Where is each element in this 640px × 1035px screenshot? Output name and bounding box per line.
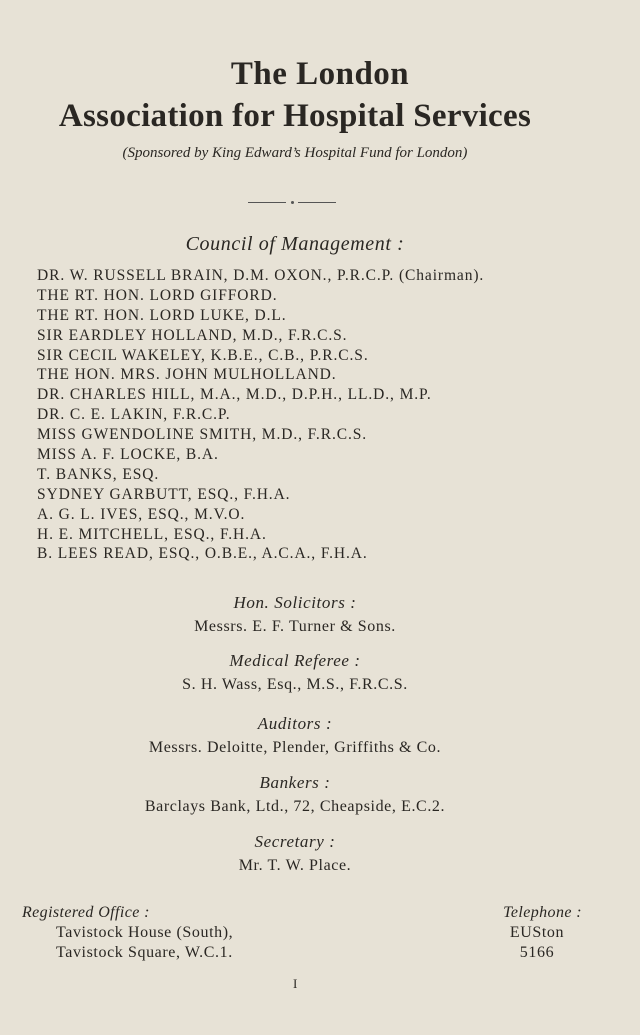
council-member: DR. CHARLES HILL, M.A., M.D., D.P.H., LL.D., M.P. [37,386,432,404]
council-member: THE RT. HON. LORD LUKE, D.L. [37,306,287,324]
auditors-section [0,713,590,759]
referee-value: S. H. Wass, Esq., M.S., F.R.C.S. [182,676,408,693]
council-member: H. E. MITCHELL, ESQ., F.H.A. [37,525,267,543]
sponsor-note: (Sponsored by King Edward’s Hospital Fund for London) [122,145,468,161]
office-line-1: Tavistock House (South), [56,924,234,941]
office-line-2: Tavistock Square, W.C.1. [56,944,233,961]
secretary-heading: Secretary : [254,832,336,851]
council-member: DR. W. RUSSELL BRAIN, D.M. OXON., P.R.C.P. (Chairman). [37,267,485,284]
solicitors-value: Messrs. E. F. Turner & Sons. [194,618,396,635]
telephone-line-1: EUSton [509,924,565,941]
solicitors-section [0,592,590,638]
telephone-heading: Telephone : [503,904,582,921]
council-member: SIR EARDLEY HOLLAND, M.D., F.R.C.S. [37,326,348,344]
title-line-2: Association for Hospital Services [58,98,532,134]
council-member: MISS A. F. LOCKE, B.A. [37,446,219,464]
council-member: THE HON. MRS. JOHN MULHOLLAND. [37,366,337,384]
council-member: MISS GWENDOLINE SMITH, M.D., F.R.C.S. [37,426,368,444]
council-member: SIR CECIL WAKELEY, K.B.E., C.B., P.R.C.S. [37,346,369,364]
council-heading: Council of Management : [185,233,405,255]
council-member-list [37,266,484,564]
telephone-line-2: 5166 [519,944,555,961]
registered-office [22,903,233,963]
referee-heading: Medical Referee : [229,651,361,670]
secretary-section [0,831,590,877]
council-member: SYDNEY GARBUTT, ESQ., F.H.A. [37,485,291,503]
council-member: THE RT. HON. LORD GIFFORD. [37,286,278,304]
auditors-heading: Auditors : [257,714,333,733]
auditors-value: Messrs. Deloitte, Plender, Griffiths & Co. [148,739,442,756]
solicitors-heading: Hon. Solicitors : [233,593,357,612]
office-heading: Registered Office : [22,904,150,921]
referee-section [0,650,590,696]
telephone-block [502,903,582,963]
council-member: DR. C. E. LAKIN, F.R.C.P. [37,406,231,424]
bankers-heading: Bankers : [259,773,331,792]
title-line-1: The London [230,56,410,92]
bankers-section [0,772,590,818]
council-member: T. BANKS, ESQ. [37,465,160,483]
council-member: A. G. L. IVES, ESQ., M.V.O. [37,505,246,523]
ornamental-divider [248,200,338,206]
bankers-value: Barclays Bank, Ltd., 72, Cheapside, E.C.2. [144,798,446,815]
secretary-value: Mr. T. W. Place. [238,857,352,874]
page-number: I [293,976,298,991]
council-member: B. LEES READ, ESQ., O.B.E., A.C.A., F.H.A. [37,545,368,563]
